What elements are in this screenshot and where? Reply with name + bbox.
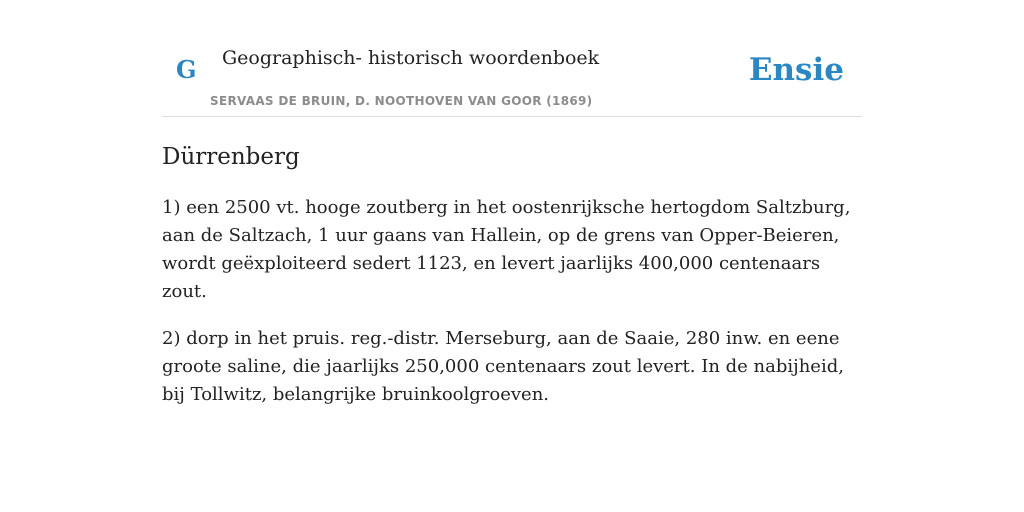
- entry-title: Dürrenberg: [162, 144, 300, 170]
- book-authors: SERVAAS DE BRUIN, D. NOOTHOVEN VAN GOOR (1869): [210, 94, 593, 108]
- book-title-link[interactable]: Geographisch- historisch woordenboek: [222, 47, 600, 69]
- book-header: [162, 0, 862, 117]
- entry-paragraph-1: 1) een 2500 vt. hooge zoutberg in het oostenrijksche hertogdom Saltzburg, aan de Saltzach, 1 uur gaans van Hallein, op de grens van Opper-Beieren, wordt geëxploiteerd sedert 1123, en levert jaarlijks 400,000 centenaars zout.: [162, 197, 851, 302]
- ensie-logo-link[interactable]: Ensie: [748, 52, 844, 88]
- page-container: [162, 0, 862, 428]
- entry-body: [162, 194, 862, 409]
- entry-paragraph-2: 2) dorp in het pruis. reg.-distr. Merseburg, aan de Saaie, 280 inw. en eene groote saline, die jaarlijks 250,000 centenaars zout levert. In de nabijheid, bij Tollwitz, belangrijke bruinkoolgroeven.: [162, 328, 844, 405]
- book-letter-icon[interactable]: G: [176, 55, 197, 84]
